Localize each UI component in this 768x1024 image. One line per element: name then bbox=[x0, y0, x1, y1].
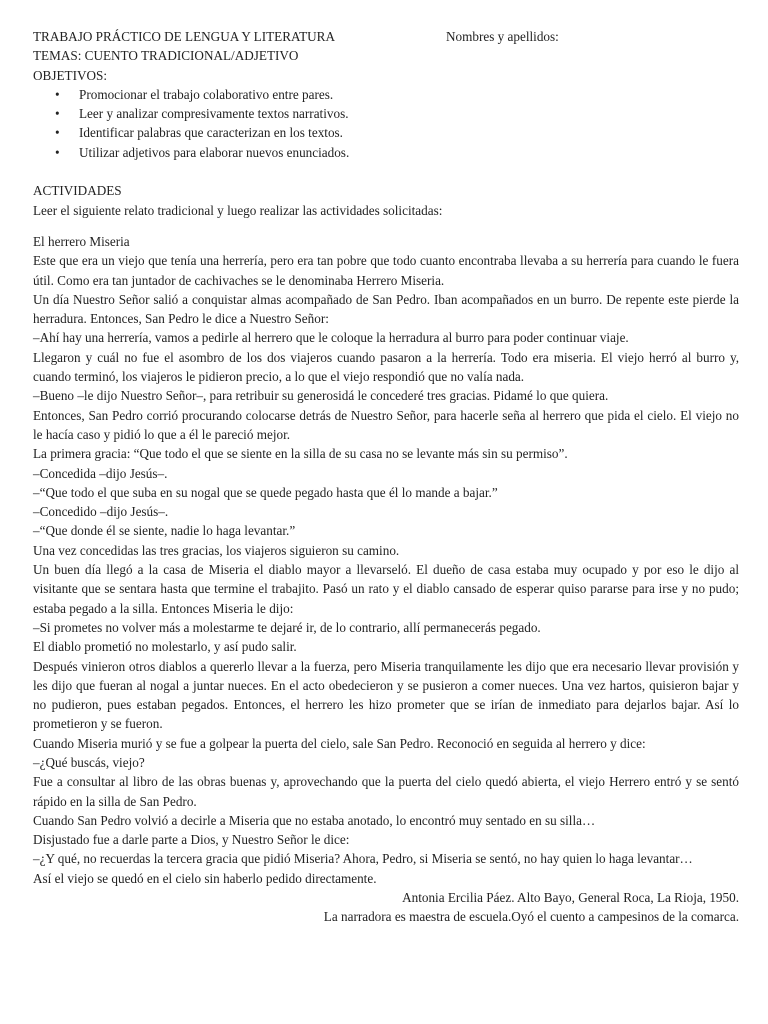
bullet-icon: • bbox=[55, 106, 60, 122]
story-paragraph: –“Que donde él se siente, nadie lo haga levantar.” bbox=[33, 523, 296, 539]
bullet-icon: • bbox=[55, 144, 60, 160]
story-note: La narradora es maestra de escuela.Oyó el cuento a campesinos de la comarca. bbox=[323, 909, 739, 925]
story-paragraph: –Concedida –dijo Jesús–. bbox=[33, 465, 168, 481]
story-paragraph: Así el viejo se quedó en el cielo sin haberlo pedido directamente. bbox=[33, 870, 377, 886]
objective-text: Promocionar el trabajo colaborativo entre pares. bbox=[79, 86, 334, 102]
story-paragraph: Una vez concedidas las tres gracias, los viajeros siguieron su camino. bbox=[33, 542, 400, 558]
story-paragraph: La primera gracia: “Que todo el que se siente en la silla de su casa no se levante más sin su permiso”. bbox=[33, 446, 568, 462]
objective-text: Leer y analizar compresivamente textos narrativos. bbox=[79, 106, 349, 122]
story-paragraph: Un día Nuestro Señor salió a conquistar almas acompañado de San Pedro. Iban acompañados en un burro. De repente este pierde la herradura. Entonces, San Pedro le dice a Nuestro Señor: bbox=[33, 291, 739, 327]
names-field-label: Nombres y apellidos: bbox=[446, 29, 559, 44]
spacer bbox=[33, 162, 739, 181]
story-paragraph: –Ahí hay una herrería, vamos a pedirle al herrero que le coloque la herradura al burro para poder continuar viaje. bbox=[33, 330, 629, 346]
story bbox=[33, 232, 739, 927]
objectives-list bbox=[33, 85, 739, 162]
story-paragraph: Este que era un viejo que tenía una herrería, pero era tan pobre que todo cuanto encontraba llevaba a su herrería para cuando le fuera útil. Como era tan juntador de cachivaches se le denominaba Herrero Miseria. bbox=[33, 253, 739, 288]
objective-item bbox=[33, 123, 739, 142]
story-paragraph: –¿Qué buscás, viejo? bbox=[33, 754, 145, 770]
story-paragraph: Cuando San Pedro volvió a decirle a Miseria que no estaba anotado, lo encontró muy sentado en su silla… bbox=[33, 812, 596, 828]
story-paragraph: Un buen día llegó a la casa de Miseria el diablo mayor a llevarseló. El dueño de casa estaba muy ocupado y por eso le dijo al visitante que se sentara hasta que termine el trabajito. Pasó un rato y el diablo cansado de esperar quiso pararse para irse y no pudo; estaba pegado a la silla. Entonces Miseria le dijo: bbox=[33, 562, 739, 616]
story-paragraph: Disjustado fue a darle parte a Dios, y Nuestro Señor le dice: bbox=[33, 832, 350, 848]
objectives-heading: OBJETIVOS: bbox=[33, 67, 107, 83]
story-paragraph: El diablo prometió no molestarlo, y así pudo salir. bbox=[33, 639, 297, 655]
worksheet-title: TRABAJO PRÁCTICO DE LENGUA Y LITERATURA bbox=[33, 29, 335, 44]
bullet-icon: • bbox=[55, 86, 60, 102]
activities-heading: ACTIVIDADES bbox=[33, 183, 122, 199]
objective-text: Utilizar adjetivos para elaborar nuevos enunciados. bbox=[79, 144, 350, 160]
story-paragraph: –“Que todo el que suba en su nogal que se quede pegado hasta que él lo mande a bajar.” bbox=[33, 484, 498, 500]
story-paragraph: –Si prometes no volver más a molestarme te dejaré ir, de lo contrario, allí permanecerás pegado. bbox=[33, 619, 541, 635]
objective-text: Identificar palabras que caracterizan en los textos. bbox=[79, 125, 343, 141]
story-paragraph: –Concedido –dijo Jesús–. bbox=[33, 504, 169, 520]
objective-item bbox=[33, 104, 739, 123]
spacer bbox=[33, 220, 739, 232]
objective-item bbox=[33, 143, 739, 162]
story-paragraph: –Bueno –le dijo Nuestro Señor–, para retribuir su generosidá le concederé tres gracias. Pidamé lo que quiera. bbox=[33, 388, 609, 404]
story-paragraph: Fue a consultar al libro de las obras buenas y, aprovechando que la puerta del cielo quedó abierta, el viejo Herrero entró y se sentó rápido en la silla de San Pedro. bbox=[33, 774, 739, 809]
activities-instruction: Leer el siguiente relato tradicional y luego realizar las actividades solicitadas: bbox=[33, 202, 443, 218]
topics-line: TEMAS: CUENTO TRADICIONAL/ADJETIVO bbox=[33, 48, 299, 64]
story-paragraph: Entonces, San Pedro corrió procurando colocarse detrás de Nuestro Señor, para hacerle seña al herrero que pida el cielo. El viejo no le hacía caso y pidió lo que a él le pareció mejor. bbox=[33, 407, 739, 442]
document-page bbox=[33, 27, 739, 927]
story-source: Antonia Ercilia Páez. Alto Bayo, General Roca, La Rioja, 1950. bbox=[402, 890, 739, 906]
story-paragraph: Después vinieron otros diablos a quererlo llevar a la fuerza, pero Miseria tranquilamente les dijo que era necesario llevar provisión y les dijo que fueran al nogal a juntar nueces. En el acto obedecieron y se pusieron a comer nueces. Una vez hartos, quisieron bajar y no pudieron, pues estaban pegados. Entonces, el herrero les hizo prometer que se irían de inmediato para dejarlos bajar. Así lo prometieron y se fueron. bbox=[33, 658, 739, 732]
story-title: El herrero Miseria bbox=[33, 233, 130, 249]
story-paragraph: –¿Y qué, no recuerdas la tercera gracia que pidió Miseria? Ahora, Pedro, si Miseria se sentó, no hay quien lo haga levantar… bbox=[33, 851, 693, 867]
header-row bbox=[33, 27, 739, 46]
objective-item bbox=[33, 85, 739, 104]
story-paragraph: Llegaron y cuál no fue el asombro de los dos viajeros cuando pasaron a la herrería. Todo era miseria. El viejo herró al burro y, cuando terminó, los viajeros le pidieron precio, a lo que el viejo respondió que no valía nada. bbox=[33, 349, 739, 385]
bullet-icon: • bbox=[55, 125, 60, 141]
story-paragraph: Cuando Miseria murió y se fue a golpear la puerta del cielo, sale San Pedro. Reconoció en seguida al herrero y dice: bbox=[33, 735, 646, 751]
